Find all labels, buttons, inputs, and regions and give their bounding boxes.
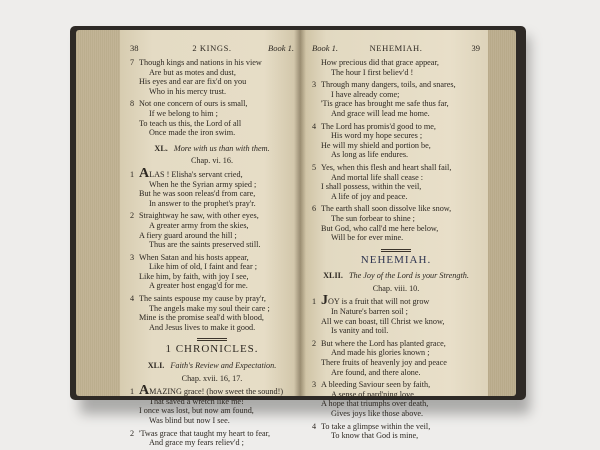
- verse-line: [312, 90, 480, 100]
- right-running-head: [312, 44, 480, 56]
- verse-line: [312, 109, 480, 119]
- verse-line: [130, 240, 294, 250]
- verse-line: [130, 281, 294, 291]
- verse-text: That saved a wretch like me!: [149, 396, 244, 406]
- section-title: 1 CHRONICLES.: [165, 343, 259, 356]
- verse: [312, 163, 480, 201]
- verse-text: Will be for ever mine.: [331, 233, 404, 243]
- verse-text: Was blind but now I see.: [149, 416, 230, 425]
- verse-text: Is vanity and toil.: [331, 326, 389, 336]
- verse: [130, 165, 294, 208]
- drop-cap: A: [139, 165, 150, 181]
- verse-text: In answer to the prophet's pray'r.: [149, 198, 256, 208]
- verse-text: His word my hope secures ;: [331, 131, 423, 141]
- verse: [130, 383, 294, 425]
- verse-line: [312, 214, 480, 224]
- section-rule: [381, 249, 411, 252]
- verse-line: [130, 304, 294, 314]
- hymn-number: XLI.: [147, 361, 165, 371]
- verse-line: [312, 358, 480, 368]
- hymn-number: XL.: [154, 143, 168, 153]
- right-page-edges: [486, 30, 516, 396]
- running-title: NEHEMIAH.: [369, 43, 423, 53]
- verse: [130, 429, 294, 448]
- verse: [130, 253, 294, 291]
- left-running-head: [130, 44, 294, 56]
- verse-text: To take a glimpse within the veil,: [321, 421, 431, 431]
- verse-number: 1: [312, 297, 317, 307]
- verse-line: [312, 233, 480, 243]
- verse-line: [312, 173, 480, 183]
- verse-text: The hour I first believ'd !: [331, 67, 414, 77]
- book-label: Book 1.: [268, 43, 294, 53]
- verse-text: OY is a fruit that will not grow: [328, 297, 430, 307]
- verse-line: [130, 323, 294, 333]
- verse-line: [312, 58, 480, 68]
- verse-text: Mine is the promise seal'd with blood,: [139, 313, 264, 323]
- verse-text: All we can boast, till Christ we know,: [321, 316, 445, 326]
- verse-number: 7: [130, 58, 135, 67]
- hymn-heading: [312, 271, 480, 281]
- verse-line: [130, 199, 294, 209]
- verse-line: [312, 293, 480, 309]
- verse-text: To know that God is mine,: [331, 431, 419, 441]
- verse-text: To teach us this, the Lord of all: [139, 118, 242, 128]
- right-page: [300, 30, 488, 441]
- verse-text: The saints espouse my cause by pray'r,: [139, 294, 266, 304]
- verse-number: 1: [130, 169, 135, 179]
- verse-text: If we belong to him ;: [149, 108, 218, 118]
- verse-text: A hope that triumphs over death,: [321, 399, 429, 409]
- hymn-title: Faith's Review and Expectation.: [170, 361, 277, 371]
- verse-line: [130, 165, 294, 181]
- verse-line: [312, 390, 480, 400]
- verse-line: [312, 192, 480, 202]
- verse-line: [130, 231, 294, 241]
- verse-line: [312, 80, 480, 90]
- chapter-reference: Chap. vi. 16.: [190, 156, 234, 166]
- verse-number: 3: [130, 252, 135, 262]
- verse-line: [312, 431, 480, 441]
- verse-text: And grace my fears reliev'd ;: [149, 438, 244, 448]
- verse-text: A greater army from the skies,: [149, 220, 249, 230]
- verse-text: Though kings and nations in his view: [139, 58, 262, 67]
- verse-line: [312, 122, 480, 132]
- verse-text: A life of joy and peace.: [331, 191, 408, 201]
- verse-line: [312, 99, 480, 109]
- verse-text: But God, who call'd me here below,: [321, 223, 439, 233]
- verse-text: The angels make my soul their care ;: [149, 303, 270, 313]
- verse-line: [130, 253, 294, 263]
- verse-text: Straightway he saw, with other eyes,: [139, 211, 259, 221]
- left-page-edges: [76, 30, 124, 396]
- verse-number: 2: [130, 211, 135, 221]
- verse-line: [130, 272, 294, 282]
- verse-text: His eyes and ear are fix'd on you: [139, 77, 247, 87]
- hymn-number: XLII.: [323, 271, 343, 281]
- verse-line: [130, 109, 294, 119]
- verse-text: I have already come;: [331, 89, 400, 99]
- verse-number: 3: [312, 80, 317, 90]
- hymn-verses: [312, 293, 480, 441]
- verse-text: A fiery guard around the hill ;: [139, 230, 237, 240]
- verse: [312, 80, 480, 118]
- verse-line: [312, 141, 480, 151]
- verse-text: How precious did that grace appear,: [321, 58, 439, 67]
- verse-line: [130, 68, 294, 78]
- verse-line: [130, 262, 294, 272]
- verse-line: [312, 163, 480, 173]
- verse-line: [130, 99, 294, 109]
- verse: [312, 380, 480, 418]
- verse-text: When Satan and his hosts appear,: [139, 252, 249, 262]
- running-title: 2 KINGS.: [192, 43, 232, 53]
- verse-text: MAZING grace! (how sweet the sound!): [149, 387, 284, 397]
- verse-text: Gives joys like those above.: [331, 409, 424, 418]
- verse-text: Not one concern of ours is small,: [139, 99, 248, 109]
- verse-line: [312, 380, 480, 390]
- verse-number: 1: [130, 387, 135, 397]
- verse-text: The sun forbear to shine ;: [331, 213, 415, 223]
- verses-2-kings: [130, 58, 294, 138]
- verse-line: [130, 406, 294, 416]
- verse-line: [312, 339, 480, 349]
- verse-line: [130, 180, 294, 190]
- verse-number: 4: [312, 421, 317, 431]
- hymn-verses: [130, 383, 294, 448]
- verse-number: 6: [312, 204, 317, 214]
- verse: [130, 211, 294, 249]
- verse-text: Who in his mercy trust.: [149, 86, 227, 96]
- verse-text: But where the Lord has planted grace,: [321, 338, 446, 348]
- verse-text: The Lord has promis'd good to me,: [321, 121, 436, 131]
- verse-line: [312, 68, 480, 78]
- verse: [312, 58, 480, 77]
- verse: [130, 294, 294, 332]
- verse-text: I once was lost, but now am found,: [139, 406, 254, 416]
- verse-text: Through many dangers, toils, and snares,: [321, 80, 456, 90]
- verse-line: [312, 204, 480, 214]
- hymn-verses: [130, 165, 294, 333]
- verse: [312, 339, 480, 377]
- verse-text: He will my shield and portion be,: [321, 140, 431, 150]
- verse-text: A sense of pard'ning love,: [331, 389, 416, 399]
- verse-text: 'Twas grace that taught my heart to fear,: [139, 428, 271, 438]
- verse-line: [312, 131, 480, 141]
- verse-number: 3: [312, 380, 317, 390]
- verse-text: Thus are the saints preserved still.: [149, 240, 261, 250]
- verse-line: [130, 189, 294, 199]
- verse-line: [130, 294, 294, 304]
- verse-text: Are but as motes and dust,: [149, 67, 236, 77]
- verse-line: [312, 399, 480, 409]
- verse-text: LAS ! Elisha's servant cried,: [149, 169, 243, 179]
- verse-line: [130, 128, 294, 138]
- verse-line: [130, 438, 294, 448]
- drop-cap: A: [139, 383, 150, 399]
- verse-line: [130, 313, 294, 323]
- hymn-title: The Joy of the Lord is your Strength.: [348, 271, 469, 281]
- verse-line: [312, 348, 480, 358]
- page-number: 39: [471, 43, 480, 53]
- verse: [130, 58, 294, 96]
- verses-continued: [312, 58, 480, 243]
- verse-line: [130, 87, 294, 97]
- book-label: Book 1.: [312, 43, 338, 53]
- chapter-reference: Chap. xvii. 16, 17.: [181, 373, 243, 383]
- verse-line: [312, 326, 480, 336]
- verse-number: 4: [312, 121, 317, 131]
- chapter-reference: Chap. viii. 10.: [372, 283, 420, 293]
- verse: [312, 422, 480, 441]
- verse-text: And mortal life shall cease :: [331, 172, 424, 182]
- verse-line: [130, 58, 294, 68]
- verse-text: And grace will lead me home.: [331, 108, 430, 118]
- hymn-heading: [130, 361, 294, 371]
- verse-line: [312, 317, 480, 327]
- hymn-title: More with us than with them.: [173, 143, 270, 153]
- verse: [130, 99, 294, 137]
- verse-line: [312, 150, 480, 160]
- verse-line: [130, 429, 294, 439]
- verse-text: There fruits of heavenly joy and peace: [321, 358, 447, 368]
- verse-text: A bleeding Saviour seen by faith,: [321, 380, 431, 390]
- verse-text: 'Tis grace has brought me safe thus far,: [321, 99, 449, 109]
- verse-line: [130, 221, 294, 231]
- verse-text: The earth shall soon dissolve like snow,: [321, 204, 452, 214]
- verse-line: [130, 211, 294, 221]
- verse-number: 5: [312, 162, 317, 172]
- verse-text: Once made the iron swim.: [149, 128, 236, 138]
- verse-text: As long as life endures.: [331, 150, 409, 160]
- verse-line: [312, 224, 480, 234]
- verse-number: 4: [130, 294, 135, 304]
- verse-line: [312, 422, 480, 432]
- verse-line: [312, 409, 480, 419]
- verse-line: [312, 307, 480, 317]
- section-title: NEHEMIAH.: [360, 253, 432, 266]
- verse-number: 2: [312, 338, 317, 348]
- verse-text: I shall possess, within the veil,: [321, 182, 422, 192]
- verse-text: Are found, and there alone.: [331, 367, 421, 377]
- verse-text: Like him of old, I faint and fear ;: [149, 262, 257, 272]
- verse-text: When he the Syrian army spied ;: [149, 179, 257, 189]
- section-rule: [197, 338, 227, 341]
- verse-text: And made his glories known ;: [331, 348, 430, 358]
- verse-line: [312, 182, 480, 192]
- verse-text: A greater host engag'd for me.: [149, 281, 248, 291]
- left-page: [120, 30, 300, 448]
- verse-text: In Nature's barren soil ;: [331, 307, 408, 317]
- book-gutter: [294, 30, 306, 396]
- verse-line: [130, 383, 294, 399]
- verse-text: And Jesus lives to make it good.: [149, 322, 256, 332]
- verse: [312, 204, 480, 242]
- verse-line: [130, 416, 294, 426]
- verse-number: 8: [130, 99, 135, 109]
- verse-line: [312, 368, 480, 378]
- verse-text: Yes, when this flesh and heart shall fail,: [321, 162, 452, 172]
- verse-text: But he was soon releas'd from care,: [139, 189, 256, 199]
- drop-cap: J: [321, 293, 328, 309]
- verse: [312, 293, 480, 336]
- hymn-heading: [130, 144, 294, 154]
- verse-number: 2: [130, 428, 135, 438]
- verse-text: Like him, by faith, with joy I see,: [139, 271, 249, 281]
- verse-line: [130, 77, 294, 87]
- verse-line: [130, 119, 294, 129]
- verse-line: [130, 397, 294, 407]
- page-number: 38: [130, 43, 139, 53]
- verse: [312, 122, 480, 160]
